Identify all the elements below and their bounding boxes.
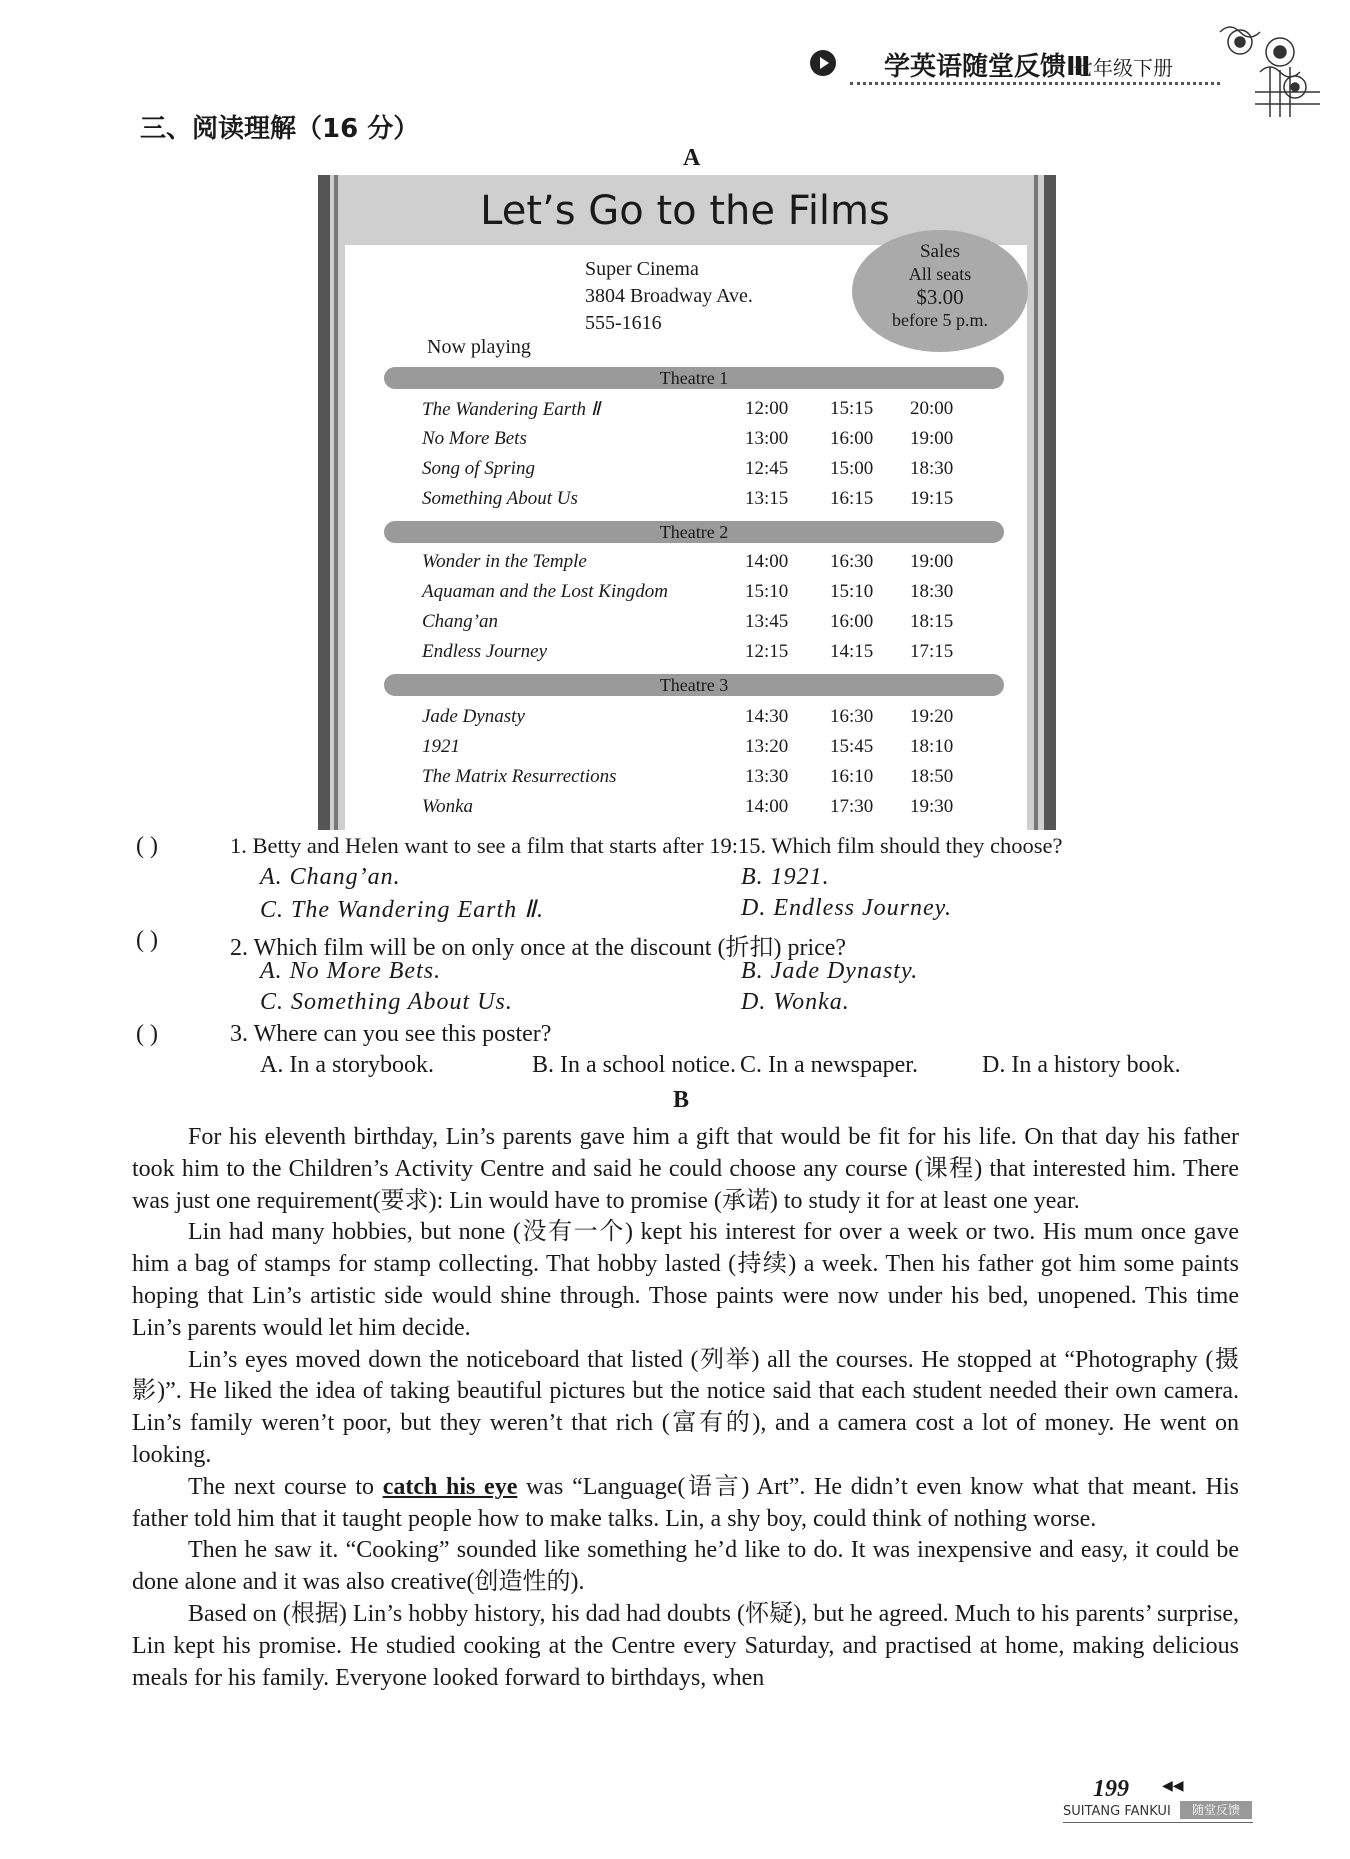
paragraph: Lin had many hobbies, but none (没有一个) kept his interest for over a week or two. His mum once gave him a bag of stamps for stamp collecting. That hobby lasted (持续) a week. Then his father got him some paints hoping that Lin’s artistic side would shine through. Those paints were now under his bed, unopened. This time Lin’s parents would let him decide. [132,1219,1239,1341]
film-title: The Matrix Resurrections [422,766,617,787]
showtime: 19:15 [910,488,954,509]
option: B. In a school notice. [532,1052,736,1078]
showtime: 18:30 [910,581,954,602]
showtime: 14:00 [745,796,789,817]
showtime: 14:15 [830,641,874,662]
paragraph: The next course to catch his eye was “Language(语言) Art”. He didn’t even know what that meant. His father told him that it taught people how to make talks. Lin, a shy boy, could think of nothing worse. [132,1473,1240,1532]
paragraph: For his eleventh birthday, Lin’s parents gave him a gift that would be fit for his life. On that day his father took him to the Children’s Activity Centre and said he could choose any course (课程) that interested him. There was just one requirement(要求): Lin would have to promise (承诺) to study it for at least one year. [132,1124,1239,1214]
showtime: 16:15 [830,488,874,509]
film-title: Wonder in the Temple [422,551,587,572]
showtime: 15:15 [830,398,874,419]
showtime: 19:30 [910,796,954,817]
showtime: 15:10 [830,581,874,602]
poster-border [1044,175,1056,830]
showtime: 13:00 [745,428,789,449]
showtime: 17:30 [830,796,874,817]
underlined-phrase: catch his eye [382,1473,518,1500]
showtime: 18:30 [910,458,954,479]
showtime: 12:15 [745,641,789,662]
film-title: Chang’an [422,611,498,632]
showtime: 19:00 [910,551,954,572]
reading-passage [132,1122,1239,1694]
showtime: 19:00 [910,428,954,449]
part-b-label: B [673,1087,690,1113]
paragraph: Lin’s eyes moved down the noticeboard that listed (列举) all the courses. He stopped at “Photography (摄影)”. He liked the idea of taking beautiful pictures but the notice said that each student needed their own camera. Lin’s family weren’t poor, but they weren’t that rich (富有的), and a camera cost a lot of money. He went on looking. [132,1346,1239,1468]
play-icon [810,50,836,76]
option: C. Something About Us. [260,989,513,1015]
film-title: 1921 [422,736,460,757]
footer-divider [1063,1822,1253,1823]
sale-time: before 5 p.m. [892,310,988,330]
showtime: 19:20 [910,706,954,727]
showtime: 18:50 [910,766,954,787]
showtime: 16:00 [830,611,874,632]
showtime: 12:00 [745,398,789,419]
option: C. In a newspaper. [740,1052,918,1078]
book-title: 学英语随堂反馈Ⅲ [884,52,1091,82]
sale-price: $3.00 [916,285,964,309]
flower-decoration-icon [1200,12,1340,122]
showtime: 20:00 [910,398,954,419]
cinema-name: Super Cinema [585,258,699,280]
answer-blank[interactable]: ( ) [136,927,158,953]
showtime: 16:30 [830,551,874,572]
theatre-2-bar: Theatre 2 [384,521,1004,543]
question-stem: 2. Which film will be on only once at the discount (折扣) price? [230,935,847,961]
paragraph: Based on (根据) Lin’s hobby history, his dad had doubts (怀疑), but he agreed. Much to his parents’ surprise, Lin kept his promise. He studied cooking at the Centre every Saturday, and practised at home, making delicious meals for his family. Everyone looked forward to birthdays, when [132,1600,1239,1691]
question-stem: 1. Betty and Helen want to see a film that starts after 19:15. Which film should they choose? [230,833,1063,858]
poster-border [334,175,338,830]
film-title: Aquaman and the Lost Kingdom [422,581,668,602]
film-title: No More Bets [422,428,527,449]
option: A. No More Bets. [260,958,442,984]
option: B. 1921. [741,864,830,890]
showtime: 12:45 [745,458,789,479]
option: D. In a history book. [982,1052,1181,1078]
page-number: 199 [1093,1776,1129,1802]
option: A. In a storybook. [260,1052,434,1078]
part-a-label: A [683,145,701,171]
footer-brand: SUITANG FANKUI [1063,1804,1171,1819]
showtime: 13:30 [745,766,789,787]
answer-blank[interactable]: ( ) [136,833,158,859]
showtime: 13:45 [745,611,789,632]
poster-border [318,175,330,830]
showtime: 16:00 [830,428,874,449]
option: D. Wonka. [741,989,850,1015]
paragraph: Then he saw it. “Cooking” sounded like something he’d like to do. It was inexpensive and easy, it could be done alone and it was also creative(创造性的). [132,1537,1239,1596]
poster-border [1034,175,1038,830]
film-title: Endless Journey [422,641,548,662]
sale-seats: All seats [908,264,972,284]
poster-title: Let’s Go to the Films [480,188,890,234]
cinema-address: 3804 Broadway Ave. [585,285,753,307]
film-title: Jade Dynasty [422,706,525,727]
film-title: The Wandering Earth Ⅱ [422,399,601,420]
section-title: 三、阅读理解（16 分） [140,114,420,144]
answer-blank[interactable]: ( ) [136,1021,158,1047]
option: B. Jade Dynasty. [741,958,919,984]
film-title: Song of Spring [422,458,535,479]
showtime: 18:15 [910,611,954,632]
book-grade: 七年级下册 [1073,56,1173,80]
question-stem: 3. Where can you see this poster? [230,1021,552,1047]
showtime: 17:15 [910,641,954,662]
option: D. Endless Journey. [741,895,952,921]
footer-badge: 随堂反馈 [1180,1801,1252,1819]
theatre-3-bar: Theatre 3 [384,674,1004,696]
theatre-1-bar: Theatre 1 [384,367,1004,389]
arrow-icon: ◀◀ [1162,1778,1184,1794]
option: A. Chang’an. [260,864,401,890]
cinema-phone: 555-1616 [585,312,662,334]
showtime: 13:20 [745,736,789,757]
showtime: 14:00 [745,551,789,572]
film-title: Wonka [422,796,474,817]
showtime: 14:30 [745,706,789,727]
film-title: Something About Us [422,488,578,509]
option: C. The Wandering Earth Ⅱ. [260,897,544,923]
showtime: 18:10 [910,736,954,757]
showtime: 16:10 [830,766,874,787]
now-playing-label: Now playing [427,336,531,358]
showtime: 15:00 [830,458,874,479]
sale-heading: Sales [919,241,961,262]
showtime: 16:30 [830,706,874,727]
header-divider [850,82,1220,85]
showtime: 15:10 [745,581,789,602]
showtime: 13:15 [745,488,789,509]
showtime: 15:45 [830,736,874,757]
